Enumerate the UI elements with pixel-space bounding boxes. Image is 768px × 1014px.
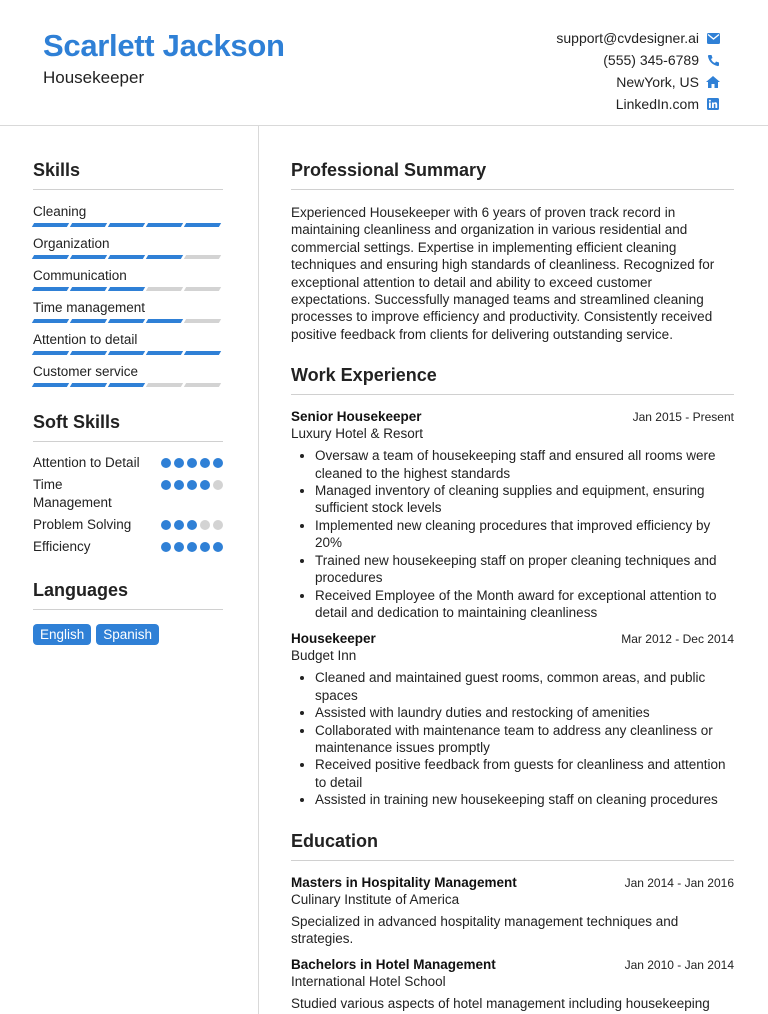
contact-linkedin[interactable] — [556, 93, 720, 115]
skill-level-segment — [32, 319, 69, 323]
school-name: Culinary Institute of America — [291, 891, 460, 907]
rating-dot — [213, 520, 223, 530]
skill-item — [33, 204, 223, 236]
skill-level-segment — [184, 319, 221, 323]
skill-level-segment — [108, 255, 145, 259]
soft-skill-item — [33, 516, 223, 534]
list-item: • Received positive feedback from guests for cleanliness and attention to detail — [315, 756, 734, 791]
skill-level-segment — [108, 319, 145, 323]
soft-skill-item — [33, 454, 223, 472]
rating-dot — [200, 520, 210, 530]
rating-dot — [161, 480, 171, 490]
contact-phone-text: (555) 345-6789 — [603, 52, 699, 68]
contact-info — [556, 27, 720, 115]
skill-level-segment — [32, 223, 69, 227]
list-item: • Cleaned and maintained guest rooms, common areas, and public spaces — [315, 669, 734, 704]
contact-location — [556, 71, 720, 93]
job-bullets — [291, 669, 734, 808]
skill-level-segment — [146, 351, 183, 355]
rating-dot — [213, 542, 223, 552]
soft-skill-item — [33, 538, 223, 556]
skill-level-segment — [108, 351, 145, 355]
skill-level-segment — [146, 255, 183, 259]
soft-skill-rating — [161, 516, 223, 530]
list-item: • Implemented new cleaning procedures that improved efficiency by 20% — [315, 517, 734, 552]
skill-item — [33, 300, 223, 332]
summary-text: Experienced Housekeeper with 6 years of proven track record in maintaining cleanliness and organization in various residential and commercial settings. Expertise in implementing efficient cleaning techniques and ensuring high standards of cleanliness. Recognized for exceptional attention to detail and ability to exceed customer expectations. Successfully managed teams and streamlined cleaning processes to improve efficiency and productivity. Consistently received positive feedback from clients for delivering outstanding service. — [291, 205, 715, 342]
skill-level-segment — [32, 383, 69, 387]
education-date: Jan 2014 - Jan 2016 — [624, 875, 734, 890]
skill-level-segment — [184, 383, 221, 387]
contact-location-text: NewYork, US — [616, 74, 699, 90]
list-item: • Collaborated with maintenance team to address any cleanliness or maintenance issues promptly — [315, 722, 734, 757]
rating-dot — [200, 458, 210, 468]
skill-level-segment — [70, 383, 107, 387]
contact-email[interactable] — [556, 27, 720, 49]
right-column — [291, 160, 734, 1013]
resume-header — [0, 0, 768, 126]
contact-email-text: support@cvdesigner.ai — [556, 30, 699, 46]
skill-item — [33, 332, 223, 364]
rating-dot — [174, 458, 184, 468]
list-item: • Oversaw a team of housekeeping staff and ensured all rooms were cleaned to the highest standards — [315, 447, 734, 482]
skill-name: Communication — [33, 268, 127, 283]
rating-dot — [161, 520, 171, 530]
soft-skill-rating — [161, 538, 223, 552]
list-item: • Assisted in training new housekeeping staff on cleaning procedures — [315, 791, 734, 808]
soft-skill-rating — [161, 454, 223, 468]
languages-heading: Languages — [33, 580, 223, 610]
envelope-icon — [706, 31, 720, 45]
degree-title: Bachelors in Hotel Management — [291, 957, 496, 973]
job-title: Senior Housekeeper — [291, 409, 422, 425]
rating-dot — [187, 520, 197, 530]
skill-name: Time management — [33, 300, 146, 315]
job-date: Jan 2015 - Present — [632, 410, 734, 425]
skill-name: Organization — [33, 236, 110, 251]
rating-dot — [200, 542, 210, 552]
job-company: Budget Inn — [291, 648, 357, 664]
skill-level-bar — [33, 223, 220, 227]
skill-level-segment — [108, 223, 145, 227]
rating-dot — [161, 542, 171, 552]
education-entry — [291, 875, 734, 948]
skill-level-bar — [33, 351, 220, 355]
skill-level-segment — [184, 255, 221, 259]
education-date: Jan 2010 - Jan 2014 — [624, 958, 734, 973]
job-entry — [291, 631, 734, 808]
rating-dot — [161, 458, 171, 468]
education-heading: Education — [291, 831, 734, 861]
skill-level-segment — [184, 223, 221, 227]
skill-level-segment — [70, 287, 107, 291]
skill-level-segment — [70, 319, 107, 323]
language-badge: Spanish — [96, 624, 159, 645]
skill-level-bar — [33, 319, 220, 323]
job-bullets — [291, 447, 734, 621]
soft-skill-name: Problem Solving — [33, 517, 132, 532]
skill-level-segment — [146, 287, 183, 291]
list-item: • Assisted with laundry duties and restocking of amenities — [315, 704, 734, 721]
list-item: • Managed inventory of cleaning supplies and equipment, ensuring sufficient stock levels — [315, 482, 734, 517]
job-entry — [291, 409, 734, 621]
skills-list — [33, 204, 223, 396]
soft-skill-item — [33, 476, 223, 512]
home-icon — [706, 75, 720, 89]
skill-level-bar — [33, 383, 220, 387]
contact-phone[interactable] — [556, 49, 720, 71]
column-divider — [258, 126, 259, 1014]
left-column — [33, 160, 223, 645]
soft-skill-name: Attention to Detail — [33, 455, 140, 470]
skill-name: Attention to detail — [33, 332, 138, 347]
contact-linkedin-text: LinkedIn.com — [615, 96, 699, 112]
rating-dot — [187, 480, 197, 490]
soft-skill-name: Efficiency — [33, 539, 91, 554]
skill-level-segment — [108, 287, 145, 291]
skill-level-segment — [184, 287, 221, 291]
soft-skill-name: Time Management — [33, 477, 112, 510]
degree-title: Masters in Hospitality Management — [291, 874, 517, 890]
list-item: • Received Employee of the Month award for exceptional attention to detail and dedication to maintaining cleanliness — [315, 587, 734, 622]
skill-level-segment — [184, 351, 221, 355]
summary-heading: Professional Summary — [291, 160, 734, 190]
skill-level-segment — [32, 255, 69, 259]
skill-name: Cleaning — [33, 204, 87, 219]
rating-dot — [213, 480, 223, 490]
languages-list — [33, 624, 223, 645]
language-badge: English — [33, 624, 91, 645]
rating-dot — [174, 480, 184, 490]
rating-dot — [174, 542, 184, 552]
school-name: International Hotel School — [291, 974, 446, 990]
skill-item — [33, 268, 223, 300]
list-item: • Trained new housekeeping staff on proper cleaning techniques and procedures — [315, 552, 734, 587]
skill-level-segment — [32, 351, 69, 355]
rating-dot — [187, 458, 197, 468]
rating-dot — [213, 458, 223, 468]
job-title: Housekeeper — [291, 631, 376, 647]
skill-level-bar — [33, 287, 220, 291]
skill-level-segment — [108, 383, 145, 387]
skill-level-segment — [146, 383, 183, 387]
skill-level-segment — [32, 287, 69, 291]
soft-skills-heading: Soft Skills — [33, 412, 223, 442]
skill-item — [33, 236, 223, 268]
skill-level-segment — [70, 223, 107, 227]
skill-level-segment — [146, 319, 183, 323]
skill-name: Customer service — [33, 364, 139, 379]
candidate-title: Housekeeper — [43, 68, 145, 87]
skill-item — [33, 364, 223, 396]
skill-level-segment — [70, 351, 107, 355]
soft-skill-rating — [161, 476, 223, 490]
education-entry — [291, 957, 734, 1012]
phone-icon — [706, 53, 720, 67]
skill-level-segment — [70, 255, 107, 259]
linkedin-icon — [706, 97, 720, 111]
skills-heading: Skills — [33, 160, 223, 190]
education-description: Studied various aspects of hotel management including housekeeping — [291, 996, 710, 1012]
candidate-name: Scarlett Jackson — [43, 28, 285, 63]
skill-level-segment — [146, 223, 183, 227]
soft-skills-list — [33, 454, 223, 556]
rating-dot — [200, 480, 210, 490]
job-date: Mar 2012 - Dec 2014 — [621, 632, 734, 647]
job-company: Luxury Hotel & Resort — [291, 426, 424, 442]
education-description: Specialized in advanced hospitality management techniques and strategies. — [291, 913, 679, 946]
experience-heading: Work Experience — [291, 365, 734, 395]
rating-dot — [174, 520, 184, 530]
skill-level-bar — [33, 255, 220, 259]
rating-dot — [187, 542, 197, 552]
